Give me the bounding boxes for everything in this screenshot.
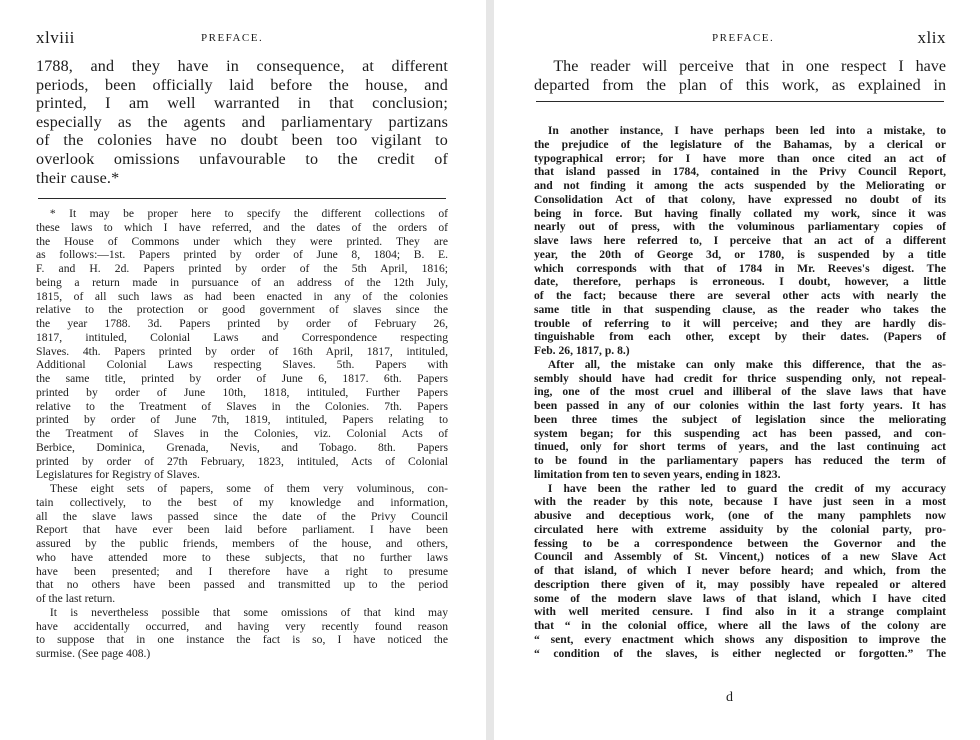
text-line: The reader will perceive that in one respect I have xyxy=(553,58,946,75)
text-line: the Treatment of Slaves in the Colonies, viz. Colonial Acts of xyxy=(36,427,448,441)
text-line: tinguishable from each other, except by their dates. (Papers of xyxy=(534,330,946,344)
text-line: circulated here with extreme assiduity by the colonial party, pro- xyxy=(534,522,946,536)
text-line: relative to the Treatment of Slaves in the Colonies. 7th. Papers xyxy=(36,399,448,413)
text-line: tinued, only for short terms of years, and the last continuing act xyxy=(534,440,946,454)
right-page-header xyxy=(534,28,946,58)
text-line: assured by the public friends, members of the house, and others, xyxy=(36,537,448,551)
text-line: of the colonies have no doubt been too vigilant to xyxy=(36,132,448,150)
text-line: Feb. 26, 1817, p. 8.) xyxy=(534,344,630,358)
text-line: to suppose that in one instance the fact is so, I have noticed the xyxy=(36,633,448,647)
text-line: overlook omissions unfavourable to the credit of xyxy=(36,150,448,168)
text-line: the same title, printed by order of June 6, 1817. 6th. Papers xyxy=(36,372,448,386)
text-line: F. and H. 2d. Papers printed by order of the 5th April, 1816; xyxy=(36,262,448,276)
text-line: with the reader by this note, because I have just seen in a most xyxy=(534,495,946,509)
text-line: Council and Assembly of St. Vincent,) notices of a new Slave Act xyxy=(534,550,946,564)
text-line: Berbice, Dominica, Grenada, Nevis, and Tobago. 8th. Papers xyxy=(36,440,448,454)
text-line: surmise. (See page 408.) xyxy=(36,647,151,661)
text-line: as follows:—1st. Papers printed by order of June 8, 1804; B. E. xyxy=(36,248,448,262)
text-line: been passed in any of our colonies within the last forty years. It has xyxy=(534,399,946,413)
text-line: have been presented; and I therefore have a right to presume xyxy=(36,564,448,578)
text-line: being in force. But having finally collated my work, since it was xyxy=(534,206,946,220)
left-page-number: xlviii xyxy=(36,28,75,47)
right-footnote-rule xyxy=(536,101,944,102)
text-line: Additional Colonial Laws respecting Slaves. 5th. Papers with xyxy=(36,358,448,372)
text-line: their cause.* xyxy=(36,169,120,187)
text-line: the prejudice of the legislature of the Bahamas, by a clerical or xyxy=(534,137,946,151)
text-line: “ sent, every enactment which shows any disposition to improve the xyxy=(534,632,946,646)
text-line: relative to the protection or good government of slaves since the xyxy=(36,303,448,317)
text-line: especially as the agents and parliamentary partizans xyxy=(36,113,448,131)
text-line: printed by order of June 10th, 1818, intituled, Further Papers xyxy=(36,385,448,399)
text-line: Consolidation Act of that colony, have expressed no doubt of its xyxy=(534,192,946,206)
text-line: periods, been officially laid before the house, and xyxy=(36,76,448,94)
text-line: slave laws here referred to, I perceive that an act of a different xyxy=(534,234,946,248)
left-page-header xyxy=(36,28,448,58)
text-line: fessing to be a correspondence between the Governor and the xyxy=(534,536,946,550)
text-line: 1788, and they have in consequence, at different xyxy=(36,58,448,75)
text-line: some of the modern slave laws of that island, which I have cited xyxy=(534,591,946,605)
text-line: same title in that suspending clause, as the reader who takes the xyxy=(534,302,946,316)
text-line: * It may be proper here to specify the different collections of xyxy=(49,207,448,221)
text-line: printed by order of 27th February, 1823, intituled, Acts of Colonial xyxy=(36,454,448,468)
text-line: that “ in the colonial office, where all the laws of the colony are xyxy=(534,619,946,633)
text-line: been three times the subject of legislation since the meliorating xyxy=(534,412,946,426)
text-line: These eight sets of papers, some of them very voluminous, con- xyxy=(49,482,448,496)
text-line: description there given of it, may possibly have repealed or altered xyxy=(534,577,946,591)
text-line: departed from the plan of this work, as explained in xyxy=(534,76,946,94)
text-line: these laws to which I have referred, and the dates of the orders of xyxy=(36,220,448,234)
text-line: After all, the mistake can only make this difference, that the as- xyxy=(547,357,946,371)
page-gutter xyxy=(486,0,494,740)
text-line: who have attended more to these subjects, that no further laws xyxy=(36,550,448,564)
text-line: ing, one of the most cruel and illiberal of the slave laws that have xyxy=(534,385,946,399)
text-line: “ condition of the slaves, is either neglected or forgotten.” The xyxy=(534,646,946,660)
text-line: to be found in the parliamentary papers has reduced the term of xyxy=(534,454,946,468)
text-line: 1815, of all such laws as had been enacted in any of the colonies xyxy=(36,289,448,303)
text-line: date, therefore, perhaps is erroneous. I doubt, however, a little xyxy=(534,275,946,289)
signature-mark: d xyxy=(726,690,733,705)
text-line: of the fact; because there are several other acts with nearly the xyxy=(534,289,946,303)
right-body-text xyxy=(534,58,946,95)
text-line: abusive and deceptious work, (one of the many pamphlets now xyxy=(534,509,946,523)
text-line: have accidentally occurred, and having very recently found reason xyxy=(36,619,448,633)
text-line: of that island, of which I never before heard; and which, from the xyxy=(534,564,946,578)
left-running-head: PREFACE. xyxy=(201,32,264,44)
text-line: nearly out of press, with the voluminous parliamentary copies of xyxy=(534,220,946,234)
text-line: limitation from ten to seven years, ending in 1823. xyxy=(534,467,781,481)
text-line: In another instance, I have perhaps been led into a mistake, to xyxy=(547,124,946,138)
text-line: which corresponds with that of 1784 in Mr. Reeves's digest. The xyxy=(534,261,946,275)
text-line: that island passed in 1784, contained in the Privy Council Report, xyxy=(534,165,946,179)
text-line: I have been the rather led to guard the credit of my accuracy xyxy=(547,481,946,495)
left-body-text xyxy=(36,58,448,188)
right-page xyxy=(498,0,980,740)
text-line: sembly should have had credit for thrice suspending only, not repeal- xyxy=(534,371,946,385)
text-line: printed, I am well warranted in that conclusion; xyxy=(36,95,448,113)
text-line: with well merited censure. I find also in it a strange complaint xyxy=(534,605,946,619)
right-running-head: PREFACE. xyxy=(712,32,775,44)
text-line: Slaves. 4th. Papers printed by order of 16th April, 1817, intituled, xyxy=(36,344,448,358)
text-line: It is nevertheless possible that some omissions of that kind may xyxy=(49,605,448,619)
text-line: typographical error; for I have more than once cited an act of xyxy=(534,151,946,165)
text-line: that no others have been passed and transmitted up to the period xyxy=(36,578,448,592)
left-footnote xyxy=(36,207,448,661)
text-line: tain collectively, to the best of my knowledge and information, xyxy=(36,495,448,509)
right-page-number: xlix xyxy=(917,28,946,47)
text-line: printed by order of June 7th, 1819, intituled, Papers relating to xyxy=(36,413,448,427)
text-line: and not finding it among the acts suspended by the Meliorating or xyxy=(534,179,946,193)
text-line: the House of Commons under which they were printed. They are xyxy=(36,234,448,248)
text-line: trouble of referring to it will perceive; and they are hardly dis- xyxy=(534,316,946,330)
text-line: all the slave laws passed since the date of the Privy Council xyxy=(36,509,448,523)
left-footnote-rule xyxy=(38,198,446,199)
text-line: the year 1788. 3d. Papers printed by order of February 26, xyxy=(36,317,448,331)
text-line: being a return made in pursuance of an address of the 12th July, xyxy=(36,275,448,289)
text-line: Report that have ever been laid before parliament. I have been xyxy=(36,523,448,537)
text-line: of the last return. xyxy=(36,592,116,606)
text-line: system began; for this suspending act has been passed, and con- xyxy=(534,426,946,440)
text-line: 1817, intituled, Colonial Laws and Correspondence respecting xyxy=(36,330,448,344)
text-line: Legislatures for Registry of Slaves. xyxy=(36,468,200,482)
left-page xyxy=(0,0,480,740)
text-line: year, the 20th of George 3d, or 1780, is suspended by a title xyxy=(534,247,946,261)
right-footnote xyxy=(534,124,946,660)
